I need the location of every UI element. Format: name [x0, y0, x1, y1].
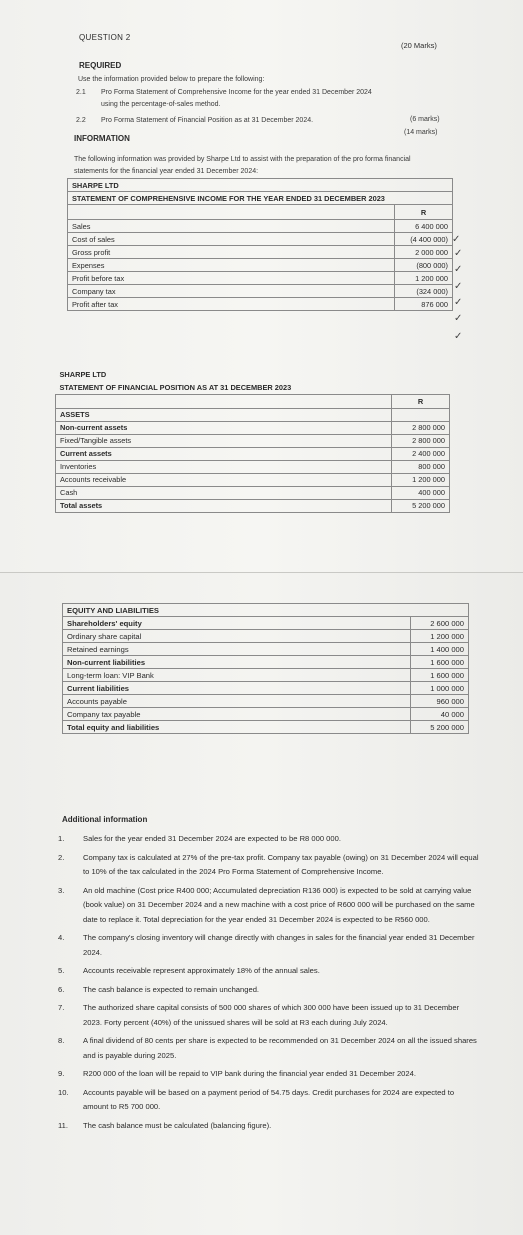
list-item: 1. Sales for the year ended 31 December 2024 are expected to be R8 000 000. [58, 834, 341, 843]
table-row: Non-current liabilities 1 600 000 [63, 656, 469, 669]
list-item: 2. Company tax is calculated at 27% of the pre-tax profit. Company tax payable (owing) on 31 December 2024 will equal to 10% of the tax calculated in the 2024 Pro Forma Statement of Comprehensive Income. [58, 852, 479, 876]
required-heading: REQUIRED [79, 61, 122, 70]
income-statement-table [67, 178, 453, 311]
table-row: Company tax (324 000) [68, 285, 453, 298]
financial-position-table [55, 368, 450, 513]
table-row: Accounts payable 960 000 [63, 695, 469, 708]
table-row: Ordinary share capital 1 200 000 [63, 630, 469, 643]
table-row: Fixed/Tangible assets 2 800 000 [56, 434, 450, 447]
equity-liabilities-table [62, 603, 469, 734]
information-text-cont: statements for the financial year ended 31 December 2024: [74, 168, 259, 175]
table-row: Retained earnings 1 400 000 [63, 643, 469, 656]
required-item-marks: (6 marks) [410, 116, 440, 123]
list-item: 8. A final dividend of 80 cents per share is expected to be recommended on 31 December 2024 on all the issued shares and is payable during 2025. [58, 1036, 477, 1060]
additional-heading: Additional information [62, 815, 148, 824]
required-item-text: Pro Forma Statement of Comprehensive Income for the year ended 31 December 2024 [101, 89, 372, 96]
list-item: 3. An old machine (Cost price R400 000; Accumulated depreciation R136 000) is expected to be sold at carrying value (book value) on 31 December 2024 and a new machine with a cost price of R600 000 will be purchased on the same date to replace it. Total depreciation for the year ended 31 December 2024 is expected to be R560 000. [58, 885, 475, 924]
table-row: Current liabilities 1 000 000 [63, 682, 469, 695]
list-item: 9. R200 000 of the loan will be repaid to VIP bank during the financial year ended 31 December 2024. [58, 1069, 416, 1078]
required-item-num: 2.2 [76, 117, 86, 124]
income-title: STATEMENT OF COMPREHENSIVE INCOME FOR THE YEAR ENDED 31 DECEMBER 2023 [68, 192, 453, 205]
check-icon: ✓ [454, 281, 463, 292]
table-row: Current assets 2 400 000 [56, 447, 450, 460]
income-currency: R [395, 205, 453, 220]
required-item-text-cont: using the percentage-of-sales method. [101, 101, 221, 108]
check-icon: ✓ [454, 248, 463, 259]
table-row: Company tax payable 40 000 [63, 708, 469, 721]
table-row: Accounts receivable 1 200 000 [56, 473, 450, 486]
table-row: Profit before tax 1 200 000 [68, 272, 453, 285]
information-text: The following information was provided by Sharpe Ltd to assist with the preparation of the pro forma financial [74, 156, 411, 163]
required-item-text: Pro Forma Statement of Financial Position as at 31 December 2024. [101, 117, 314, 124]
question-marks: (20 Marks) [401, 41, 437, 50]
list-item: 7. The authorized share capital consists of 500 000 shares of which 300 000 have been issued up to 31 December 2023. Forty percent (40%) of the unissued shares will be sold at R3 each during July 2024. [58, 1003, 460, 1027]
assets-heading: ASSETS [56, 408, 392, 421]
table-row: Total assets 5 200 000 [56, 499, 450, 512]
table-row: Long-term loan: VIP Bank 1 600 000 [63, 669, 469, 682]
table-row: Inventories 800 000 [56, 460, 450, 473]
list-item: 4. The company's closing inventory will change directly with changes in sales for the financial year ended 31 December 2024. [58, 933, 475, 957]
table-row: Expenses (800 000) [68, 259, 453, 272]
list-item: 11. The cash balance must be calculated (balancing figure). [58, 1120, 272, 1130]
table-row: Shareholders' equity 2 600 000 [63, 617, 469, 630]
table-row: Cash 400 000 [56, 486, 450, 499]
fp-currency: R [392, 394, 450, 408]
equity-heading: EQUITY AND LIABILITIES [63, 604, 469, 617]
table-row: Gross profit 2 000 000 [68, 246, 453, 259]
required-intro: Use the information provided below to prepare the following: [78, 76, 265, 83]
check-icon: ✓ [452, 234, 461, 245]
required-item-num: 2.1 [76, 89, 86, 96]
list-item: 10. Accounts payable will be based on a payment period of 54.75 days. Credit purchases for 2024 are expected to amount to R5 700 000. [58, 1087, 455, 1111]
table-row: Total equity and liabilities 5 200 000 [63, 721, 469, 734]
information-heading: INFORMATION [74, 134, 130, 143]
required-item-marks: (14 marks) [404, 129, 438, 136]
table-row: Profit after tax 876 000 [68, 298, 453, 311]
table-row: Non-current assets 2 800 000 [56, 421, 450, 434]
income-company: SHARPE LTD [68, 179, 453, 192]
check-icon: ✓ [454, 297, 463, 308]
fp-company: SHARPE LTD [59, 370, 107, 379]
fp-title: STATEMENT OF FINANCIAL POSITION AS AT 31 DECEMBER 2023 [59, 382, 292, 392]
table-row: Cost of sales (4 400 000) [68, 233, 453, 246]
additional-list [50, 832, 480, 1137]
table-row: Sales 6 400 000 [68, 220, 453, 233]
check-icon: ✓ [454, 331, 463, 342]
list-item: 5. Accounts receivable represent approximately 18% of the annual sales. [58, 966, 320, 975]
question-title: QUESTION 2 [79, 33, 131, 42]
check-icon: ✓ [454, 313, 463, 324]
check-icon: ✓ [454, 264, 463, 275]
list-item: 6. The cash balance is expected to remain unchanged. [58, 984, 260, 994]
page-one [0, 0, 523, 572]
